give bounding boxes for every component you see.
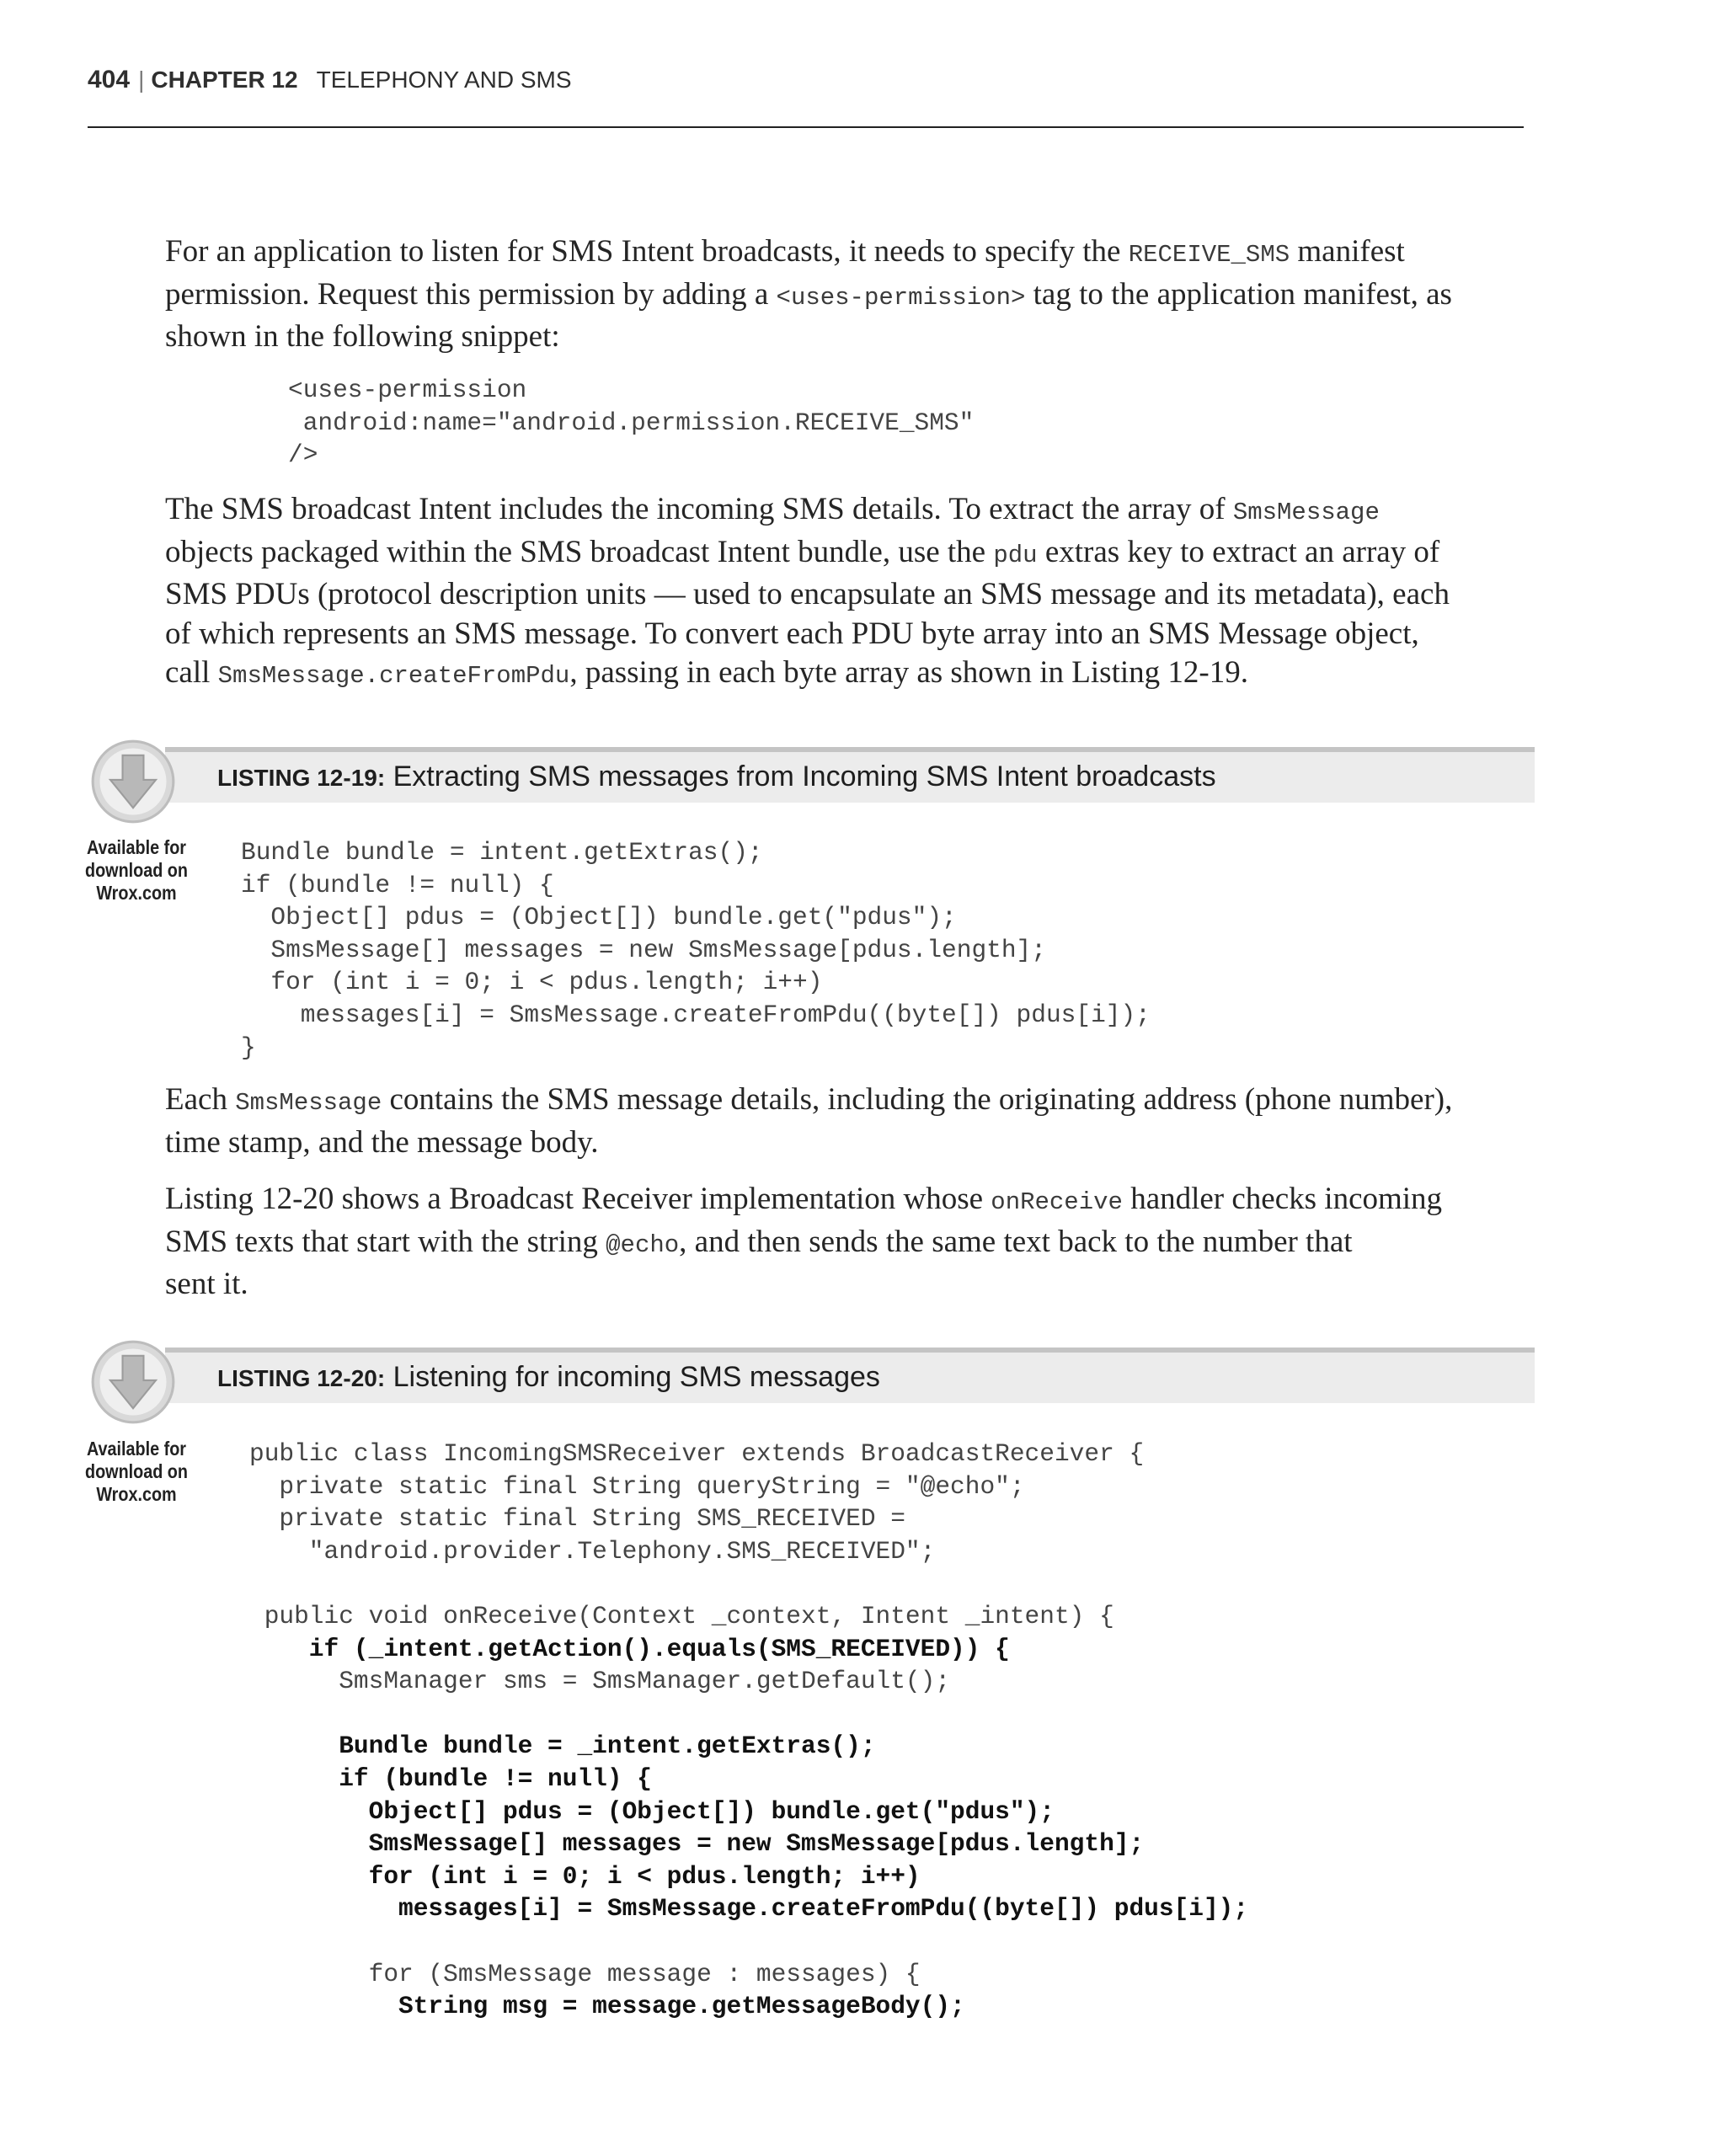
inline-code: onReceive: [991, 1188, 1123, 1216]
listing-label: LISTING 12-19:: [217, 765, 386, 791]
text-run: manifest: [1290, 234, 1405, 269]
chapter-title: TELEPHONY AND SMS: [316, 67, 572, 93]
text-run: Each: [165, 1082, 236, 1117]
code-line: if (bundle != null) {: [241, 870, 554, 899]
chapter-label: CHAPTER 12: [151, 67, 298, 93]
code-line: private static final String queryString = "@echo";: [249, 1471, 1025, 1501]
text-run: Listing 12-20 shows a Broadcast Receiver implementation whose: [165, 1182, 991, 1216]
header-rule: [88, 126, 1524, 128]
text-line: shown in the following snippet:: [165, 319, 560, 354]
text-line: time stamp, and the message body.: [165, 1124, 599, 1160]
code-line: />: [288, 440, 318, 470]
caption-line: Wrox.com: [96, 882, 177, 904]
code-line: SmsManager sms = SmsManager.getDefault();: [249, 1667, 951, 1696]
text-run: permission. Request this permission by adding a: [165, 276, 777, 312]
code-line: [249, 1698, 1248, 1731]
code-line: private static final String SMS_RECEIVED =: [249, 1504, 905, 1534]
broadcast-intent-paragraph: [165, 490, 1534, 696]
code-line-highlighted: if (_intent.getAction().equals(SMS_RECEIVED)) {: [249, 1634, 1010, 1663]
text-run: objects packaged within the SMS broadcast Intent bundle, use the: [165, 534, 994, 569]
inline-code: <uses-permission>: [776, 283, 1026, 312]
code-line: messages[i] = SmsMessage.createFromPdu((byte[]) pdus[i]);: [241, 1000, 1151, 1029]
inline-code: SmsMessage.createFromPdu: [217, 662, 570, 690]
text-run: contains the SMS message details, including the originating address (phone number),: [382, 1082, 1453, 1117]
code-line: "android.provider.Telephony.SMS_RECEIVED";: [249, 1536, 936, 1566]
code-line-highlighted: SmsMessage[] messages = new SmsMessage[pdus.length];: [249, 1829, 1145, 1859]
inline-code: RECEIVE_SMS: [1128, 241, 1290, 269]
code-line-highlighted: messages[i] = SmsMessage.createFromPdu((byte[]) pdus[i]);: [249, 1894, 1249, 1924]
code-line-highlighted: Bundle bundle = _intent.getExtras();: [249, 1732, 876, 1761]
intro-paragraph: [165, 232, 1534, 357]
code-line-highlighted: if (bundle != null) {: [249, 1764, 652, 1793]
receiver-paragraph: [165, 1180, 1534, 1305]
code-line: [249, 1567, 1248, 1600]
sms-message-details-paragraph: [165, 1081, 1534, 1162]
inline-code: pdu: [993, 541, 1038, 569]
listing-12-19-title: [217, 760, 1216, 793]
caption-line: download on: [85, 1460, 188, 1482]
code-line: [249, 1925, 1248, 1958]
text-line: SMS PDUs (protocol description units — used to encapsulate an SMS message and its metadata), each: [165, 577, 1450, 611]
download-availability-note: [77, 836, 195, 905]
caption-line: download on: [85, 859, 188, 881]
code-line-highlighted: String msg = message.getMessageBody();: [249, 1992, 965, 2021]
text-line: sent it.: [165, 1267, 248, 1301]
listing-12-20-code: [249, 1438, 1248, 2023]
header-separator: |: [138, 67, 145, 93]
text-run: call: [165, 655, 218, 690]
text-run: , and then sends the same text back to the number that: [679, 1224, 1353, 1259]
code-line-highlighted: for (int i = 0; i < pdus.length; i++): [249, 1861, 921, 1891]
download-arrow-icon: [89, 1338, 177, 1426]
page-number: 404: [88, 66, 131, 93]
download-availability-note: [77, 1438, 195, 1506]
text-run: , passing in each byte array as shown in Listing 12-19.: [569, 655, 1248, 690]
caption-line: Available for: [86, 1438, 186, 1460]
text-run: tag to the application manifest, as: [1025, 276, 1452, 312]
permission-code-snippet: [288, 374, 974, 472]
code-line: SmsMessage[] messages = new SmsMessage[pdus.length];: [241, 935, 1046, 964]
code-line-highlighted: Object[] pdus = (Object[]) bundle.get("pdus");: [249, 1796, 1055, 1826]
code-line: android:name="android.permission.RECEIVE_SMS": [288, 408, 975, 437]
listing-12-19-code: [241, 836, 1151, 1064]
text-run: handler checks incoming: [1122, 1182, 1443, 1216]
code-line: }: [241, 1033, 256, 1062]
code-line: for (int i = 0; i < pdus.length; i++): [241, 968, 823, 997]
text-run: extras key to extract an array of: [1037, 534, 1440, 569]
inline-code: SmsMessage: [235, 1089, 382, 1117]
caption-line: Wrox.com: [96, 1483, 177, 1505]
inline-code: @echo: [606, 1230, 680, 1259]
code-line: <uses-permission: [288, 376, 527, 404]
code-line: Object[] pdus = (Object[]) bundle.get("pdus");: [241, 903, 957, 932]
listing-caption: Extracting SMS messages from Incoming SMS Intent broadcasts: [385, 760, 1216, 792]
listing-12-20-title: [217, 1361, 880, 1394]
text-run: For an application to listen for SMS Intent broadcasts, it needs to specify the: [165, 234, 1129, 269]
text-run: SMS texts that start with the string: [165, 1224, 606, 1259]
listing-caption: Listening for incoming SMS messages: [385, 1361, 880, 1393]
running-head: [88, 66, 572, 94]
code-line: Bundle bundle = intent.getExtras();: [241, 838, 763, 867]
listing-label: LISTING 12-20:: [217, 1365, 386, 1391]
code-line: public class IncomingSMSReceiver extends BroadcastReceiver {: [249, 1439, 1145, 1468]
inline-code: SmsMessage: [1232, 499, 1380, 526]
caption-line: Available for: [86, 836, 186, 858]
download-arrow-icon: [89, 738, 177, 825]
code-line: public void onReceive(Context _context, Intent _intent) {: [249, 1601, 1114, 1630]
code-line: for (SmsMessage message : messages) {: [249, 1959, 921, 1988]
text-run: The SMS broadcast Intent includes the incoming SMS details. To extract the array of: [165, 492, 1233, 526]
text-line: of which represents an SMS message. To convert each PDU byte array into an SMS Message object,: [165, 616, 1419, 651]
